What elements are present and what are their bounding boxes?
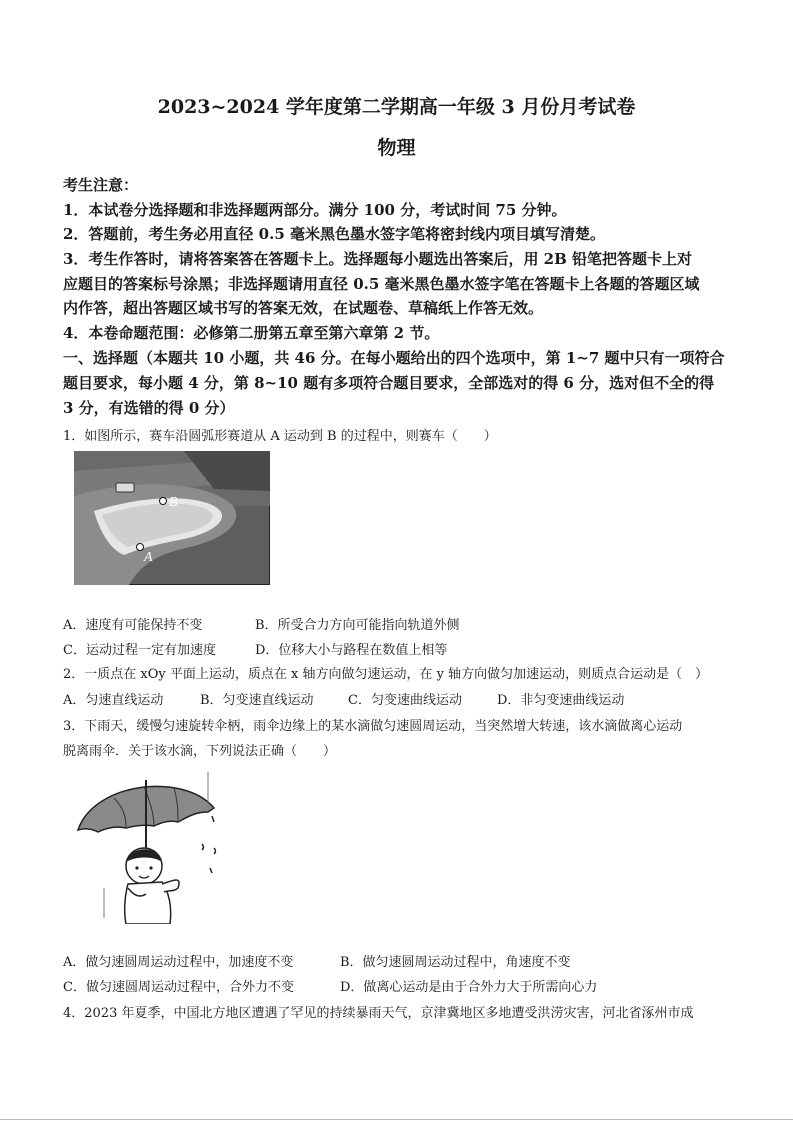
notice-line: 2．答题前，考生务必用直径 0.5 毫米黑色墨水签字笔将密封线内项目填写清楚。 bbox=[63, 225, 605, 243]
q4-stem: 4．2023 年夏季，中国北方地区遭遇了罕见的持续暴雨天气，京津冀地区多地遭受洪涝灾害，河北省涿州市成 bbox=[63, 1006, 694, 1021]
section-heading: 一、选择题（本题共 10 小题，共 46 分。在每小题给出的四个选项中，第 1~7 题中只有一项符合 bbox=[63, 349, 725, 367]
umbrella-illustration bbox=[74, 768, 224, 924]
page-edge-divider bbox=[0, 1119, 793, 1120]
section-heading: 题目要求，每小题 4 分，第 8~10 题有多项符合题目要求，全部选对的得 6 分，选对但不全的得 bbox=[63, 374, 715, 392]
q3-option-c: C．做匀速圆周运动过程中，合外力不变 bbox=[63, 980, 294, 995]
q3-option-a: A．做匀速圆周运动过程中，加速度不变 bbox=[63, 955, 294, 970]
q1-option-d: D．位移大小与路程在数值上相等 bbox=[255, 643, 448, 658]
q2-option-c: C．匀变速曲线运动 bbox=[348, 693, 462, 708]
q3-stem-line: 3．下雨天，缓慢匀速旋转伞柄，雨伞边缘上的某水滴做匀速圆周运动，当突然增大转速，该水滴做离心运动 bbox=[63, 719, 683, 734]
q2-option-a: A．匀速直线运动 bbox=[63, 693, 164, 708]
notice-heading: 考生注意： bbox=[63, 176, 139, 194]
q3-option-d: D．做离心运动是由于合外力大于所需向心力 bbox=[340, 980, 598, 995]
point-b-label: B bbox=[169, 495, 178, 510]
q1-option-a: A．速度有可能保持不变 bbox=[63, 618, 203, 633]
race-track-photo bbox=[74, 451, 270, 585]
exam-title: 2023~2024 学年度第二学期高一年级 3 月份月考试卷 bbox=[157, 96, 636, 118]
q2-option-d: D．非匀变速曲线运动 bbox=[497, 693, 625, 708]
section-heading: 3 分，有选错的得 0 分） bbox=[63, 399, 235, 417]
q1-option-b: B．所受合力方向可能指向轨道外侧 bbox=[255, 618, 460, 633]
q1-stem: 1．如图所示，赛车沿圆弧形赛道从 A 运动到 B 的过程中，则赛车（ ） bbox=[63, 429, 497, 444]
q2-option-b: B．匀变速直线运动 bbox=[200, 693, 314, 708]
q1-option-c: C．运动过程一定有加速度 bbox=[63, 643, 216, 658]
notice-line: 1．本试卷分选择题和非选择题两部分。满分 100 分，考试时间 75 分钟。 bbox=[63, 201, 567, 219]
q3-option-b: B．做匀速圆周运动过程中，角速度不变 bbox=[340, 955, 571, 970]
subject-title: 物理 bbox=[377, 137, 416, 159]
notice-line: 4．本卷命题范围：必修第二册第五章至第六章第 2 节。 bbox=[63, 324, 440, 342]
notice-line: 内作答，超出答题区域书写的答案无效，在试题卷、草稿纸上作答无效。 bbox=[63, 299, 544, 317]
point-a-label: A bbox=[144, 550, 153, 565]
q3-stem-line: 脱离雨伞．关于该水滴，下列说法正确（ ） bbox=[63, 744, 337, 759]
q2-stem: 2．一质点在 xOy 平面上运动，质点在 x 轴方向做匀速运动，在 y 轴方向做匀加速运动，则质点合运动是（ ） bbox=[63, 667, 709, 682]
notice-line: 应题目的答案标号涂黑；非选择题请用直径 0.5 毫米黑色墨水签字笔在答题卡上各题的答题区域 bbox=[63, 275, 700, 293]
notice-line: 3．考生作答时，请将答案答在答题卡上。选择题每小题选出答案后，用 2B 铅笔把答题卡上对 bbox=[63, 250, 693, 268]
